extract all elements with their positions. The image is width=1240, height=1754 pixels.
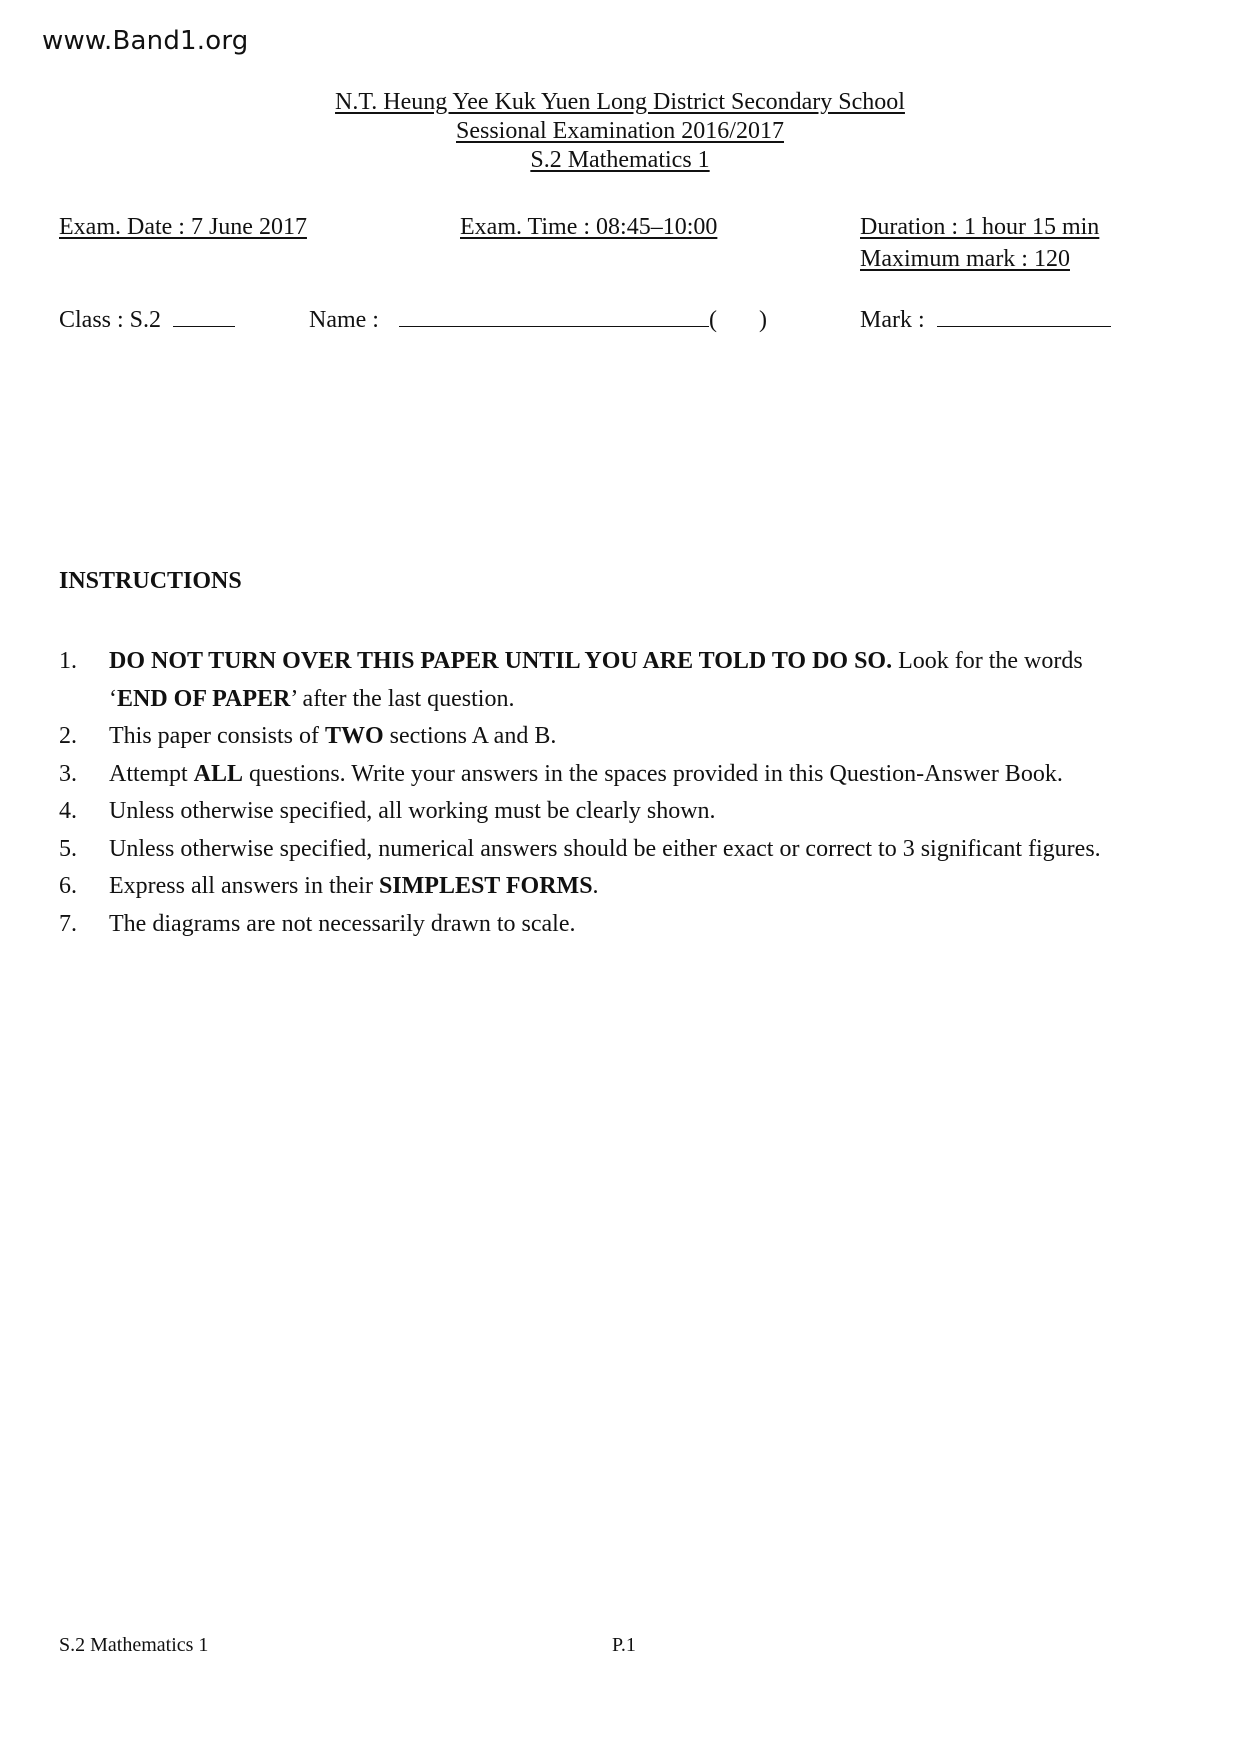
school-name: N.T. Heung Yee Kuk Yuen Long District Secondary School — [335, 89, 905, 115]
instruction-after: ’ after the last question. — [290, 685, 515, 712]
instruction-item — [59, 643, 1199, 718]
exam-duration: Duration : 1 hour 15 min — [860, 214, 1100, 240]
instruction-text — [109, 643, 1199, 718]
page-number: P.1 — [612, 1634, 636, 1656]
exam-title: Sessional Examination 2016/2017 — [456, 118, 784, 144]
instruction-bold: ALL — [193, 760, 244, 787]
instructions-heading: INSTRUCTIONS — [59, 568, 242, 594]
name-label: Name : — [309, 307, 379, 333]
instruction-text — [109, 718, 1199, 756]
instruction-post: sections A and B. — [383, 723, 557, 749]
instruction-item — [59, 718, 1199, 756]
watermark-url: www.Band1.org — [42, 26, 249, 56]
maximum-mark: Maximum mark : 120 — [860, 246, 1070, 272]
instruction-pre: Attempt — [109, 760, 194, 787]
name-field — [309, 304, 767, 334]
instruction-quote-open: ‘ — [109, 685, 117, 712]
instruction-number: 6. — [59, 873, 77, 899]
instruction-number: 3. — [59, 760, 77, 787]
instruction-text — [109, 868, 1199, 906]
footer-paper-title: S.2 Mathematics 1 — [59, 1634, 209, 1656]
mark-blank[interactable] — [937, 304, 1111, 327]
instruction-number: 1. — [59, 648, 77, 674]
class-number-open-paren: ( — [708, 307, 717, 333]
exam-header — [0, 88, 1240, 175]
instruction-number: 4. — [59, 798, 77, 824]
class-label: Class : S.2 — [59, 307, 162, 333]
class-field — [59, 304, 235, 334]
paper-title: S.2 Mathematics 1 — [530, 147, 710, 173]
instruction-item — [59, 906, 1199, 944]
class-number-close-paren: ) — [758, 307, 767, 333]
instruction-item — [59, 756, 1199, 794]
instructions-list — [59, 643, 1199, 943]
instruction-after: Look for the words — [892, 648, 1083, 674]
instruction-pre: This paper consists of — [109, 723, 325, 749]
mark-field — [860, 304, 1111, 334]
instruction-bold: TWO — [324, 723, 384, 749]
instruction-number: 7. — [59, 910, 77, 937]
instruction-text: The diagrams are not necessarily drawn to scale. — [109, 910, 576, 937]
instruction-text — [109, 756, 1199, 794]
exam-time: Exam. Time : 08:45‒10:00 — [460, 214, 718, 240]
instruction-item — [59, 831, 1199, 869]
instruction-number: 2. — [59, 723, 77, 749]
instruction-text: Unless otherwise specified, numerical answers should be either exact or correct to 3 significant figures. — [109, 835, 1101, 862]
instruction-bold: DO NOT TURN OVER THIS PAPER UNTIL YOU ARE TOLD TO DO SO. — [109, 648, 893, 674]
instruction-number: 5. — [59, 835, 77, 862]
instruction-bold: END OF PAPER — [117, 685, 291, 712]
instruction-item — [59, 868, 1199, 906]
exam-date: Exam. Date : 7 June 2017 — [59, 214, 307, 240]
instruction-bold: SIMPLEST FORMS — [378, 873, 593, 899]
instruction-text: Unless otherwise specified, all working must be clearly shown. — [109, 798, 716, 824]
instruction-post: . — [592, 873, 599, 899]
instruction-pre: Express all answers in their — [109, 873, 379, 899]
class-blank[interactable] — [173, 304, 235, 327]
mark-label: Mark : — [860, 307, 925, 333]
instruction-post: questions. Write your answers in the spaces provided in this Question-Answer Book. — [243, 760, 1063, 787]
name-blank[interactable] — [399, 304, 709, 327]
instruction-item — [59, 793, 1199, 831]
